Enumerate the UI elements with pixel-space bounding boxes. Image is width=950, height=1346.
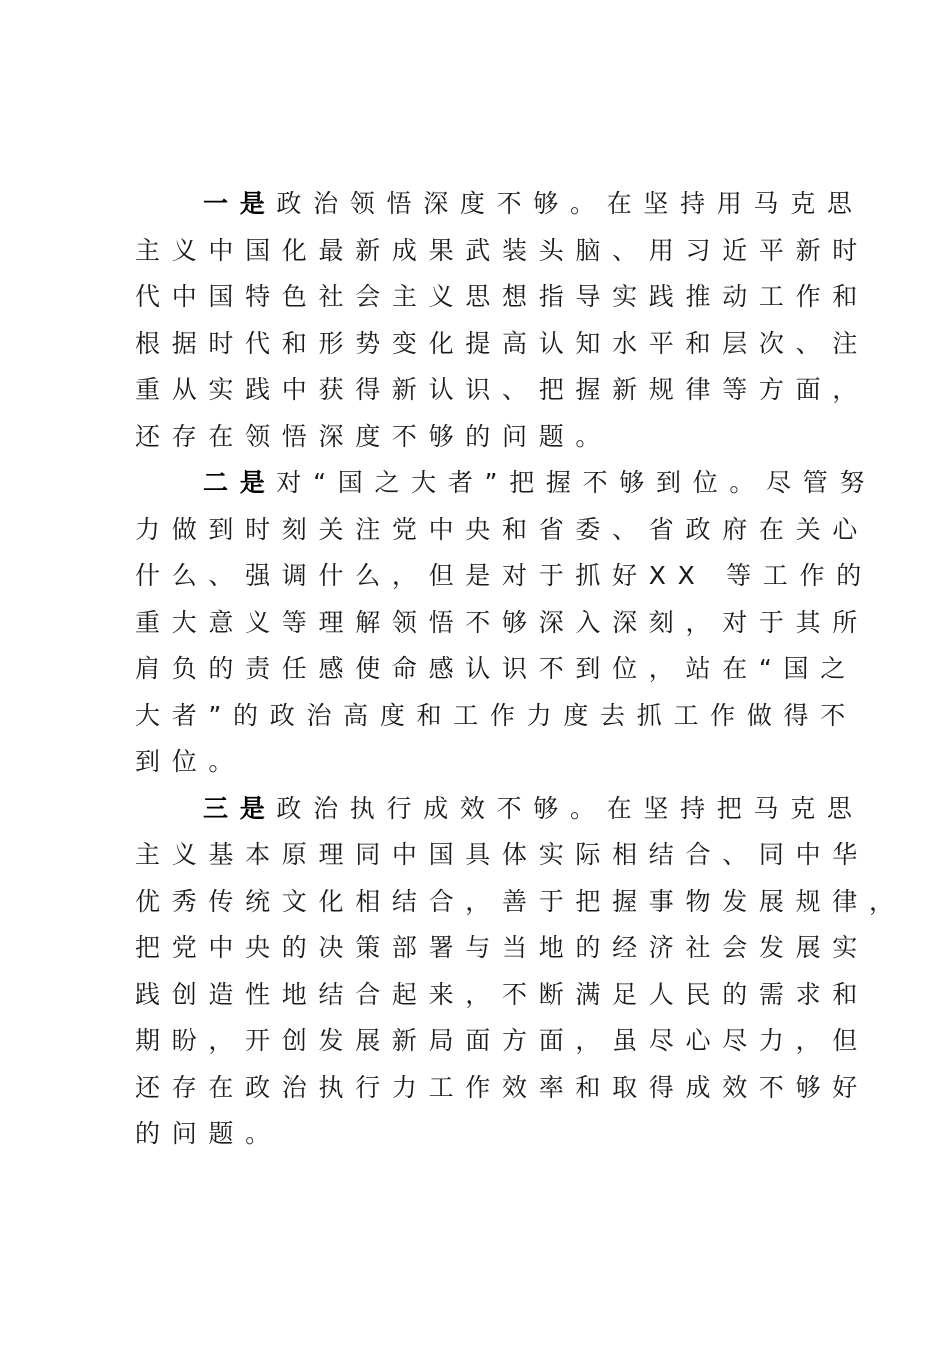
paragraph-lead: 三是	[203, 793, 277, 823]
paragraph-line: 什么、强调什么，但是对于抓好XX 等工作的	[135, 561, 873, 590]
paragraph-line: 力做到时刻关注党中央和省委、省政府在关心	[135, 514, 870, 544]
paragraph-line: 践创造性地结合起来，不断满足人民的需求和	[135, 979, 870, 1009]
paragraph-line: 到位。	[135, 747, 246, 776]
paragraph-line	[135, 181, 864, 228]
paragraph-line: 期盼，开创发展新局面方面，虽尽心尽力，但	[135, 1026, 870, 1055]
paragraph-political-understanding	[135, 181, 870, 460]
paragraph-line: 还存在政治执行力工作效率和取得成效不够好	[135, 1072, 870, 1102]
paragraph-national-priorities	[135, 460, 877, 786]
paragraph-line: 优秀传统文化相结合，善于把握事物发展规律，	[135, 886, 906, 916]
paragraph-line: 的问题。	[135, 1119, 282, 1148]
paragraph-line: 主义基本原理同中国具体实际相结合、同中华	[135, 840, 870, 869]
paragraph-text: 政治执行成效不够。在坚持把马克思	[276, 793, 864, 823]
paragraph-line: 根据时代和形势变化提高认知水平和层次、注	[135, 328, 870, 358]
paragraph-line: 重从实践中获得新认识、把握新规律等方面，	[135, 375, 870, 404]
paragraph-line	[135, 786, 864, 833]
paragraph-lead: 二是	[203, 468, 277, 497]
paragraph-line: 还存在领悟深度不够的问题。	[135, 421, 613, 451]
paragraph-line: 主义中国化最新成果武装头脑、用习近平新时	[135, 235, 870, 265]
paragraph-line: 代中国特色社会主义思想指导实践推动工作和	[135, 282, 870, 311]
paragraph-political-execution	[135, 786, 906, 1158]
paragraph-lead: 一是	[203, 189, 277, 218]
paragraph-line: 肩负的责任感使命感认识不到位，站在“国之	[135, 654, 857, 683]
paragraph-text: 对“国之大者”把握不够到位。尽管努	[276, 468, 877, 497]
paragraph-line	[135, 460, 877, 507]
paragraph-line: 把党中央的决策部署与当地的经济社会发展实	[135, 933, 870, 962]
paragraph-line: 重大意义等理解领悟不够深入深刻，对于其所	[135, 607, 870, 637]
document-body	[135, 181, 906, 1158]
paragraph-text: 政治领悟深度不够。在坚持用马克思	[276, 189, 864, 218]
paragraph-line: 大者”的政治高度和工作力度去抓工作做得不	[135, 700, 857, 730]
